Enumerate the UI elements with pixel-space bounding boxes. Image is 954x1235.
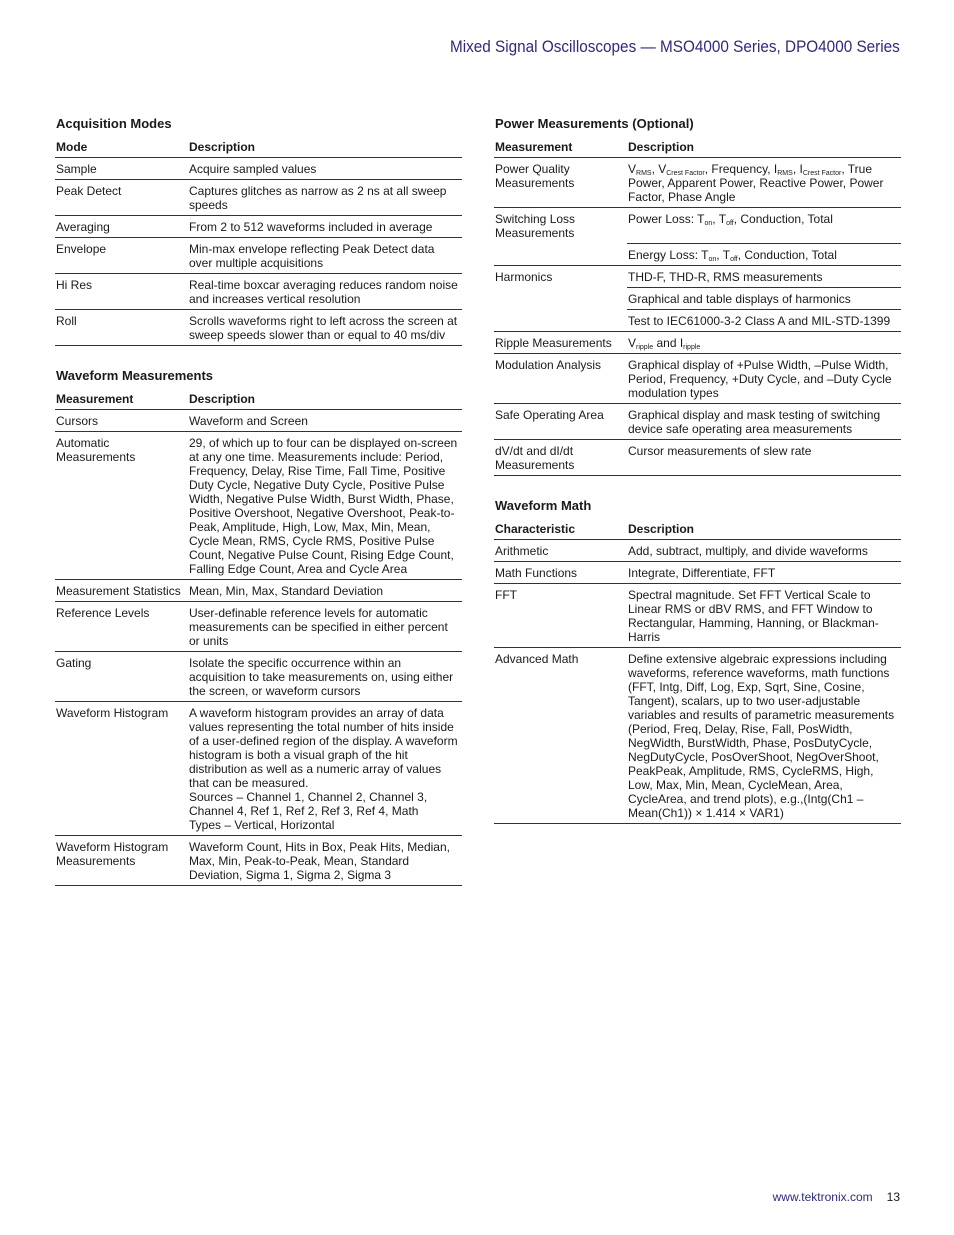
description-text: Graphical and table displays of harmonics [628, 291, 851, 306]
column-header-label: Mode [55, 136, 188, 158]
description-text: Energy Loss: T [628, 247, 709, 262]
subscript-text: on [704, 220, 713, 227]
description-text: Isolate the specific occurrence within an acquisition to take measurements on, using either the screen, or waveform cursors [189, 656, 454, 698]
column-header-label: Measurement [494, 136, 627, 158]
table-row [494, 331, 901, 353]
column-header-description: Description [188, 388, 462, 410]
section-power-measurements-optional [494, 116, 901, 476]
row-description [188, 274, 462, 310]
row-label [494, 287, 627, 309]
section-title: Waveform Measurements [56, 368, 214, 383]
section-title: Waveform Math [495, 497, 592, 513]
table-row [55, 216, 462, 238]
column-header-description: Description [188, 136, 462, 158]
table-row [55, 238, 462, 274]
power-measurements-optional-table [494, 136, 901, 476]
row-label: Sample [56, 162, 97, 176]
table-row [55, 652, 462, 702]
table-header-row [494, 518, 901, 540]
row-description [188, 410, 462, 432]
section-acquisition-modes [55, 116, 462, 346]
row-description [627, 331, 901, 353]
column-header-label: Measurement [55, 388, 188, 410]
table-row [55, 836, 462, 886]
row-label: Averaging [55, 216, 188, 238]
table-row [494, 583, 901, 647]
description-text: , I [792, 162, 803, 176]
section-title: Power Measurements (Optional) [495, 116, 694, 131]
description-text: THD-F, THD-R, RMS measurements [628, 269, 823, 284]
subscript-text: off [726, 220, 734, 227]
table-row [494, 265, 901, 287]
row-description [627, 353, 901, 403]
subscript-text: ripple [683, 343, 701, 351]
description-text: Scrolls waveforms right to left across the screen at sweep speeds slower than or equal to 40 ms/div [189, 314, 458, 342]
description-text: , True Power, Apparent Power, Reactive Power, Power Factor, Phase Angle [628, 162, 884, 204]
row-label: Gating [55, 652, 188, 702]
table-row [55, 702, 462, 836]
table-row [494, 647, 901, 823]
row-label: Roll [55, 310, 188, 346]
row-label: Waveform Histogram [55, 702, 188, 836]
row-label: Ripple Measurements [494, 331, 627, 353]
row-description [188, 580, 462, 602]
column-header-description: Description [627, 518, 901, 540]
row-label: Safe Operating Area [494, 403, 627, 439]
row-description [627, 403, 901, 439]
row-description [627, 287, 901, 309]
description-text: Spectral magnitude. Set FFT Vertical Scale to Linear RMS or dBV RMS, and FFT Window to Rectangular, Hamming, Hanning, or Blackman-Harris [628, 587, 879, 644]
page-header-title: Mixed Signal Oscilloscopes — MSO4000 Series, DPO4000 Series [450, 37, 900, 56]
row-label: Cursors [56, 414, 99, 428]
description-text: V [628, 335, 637, 350]
row-description [627, 158, 901, 208]
description-text: Integrate, Differentiate, FFT [628, 565, 776, 580]
description-text: Define extensive algebraic expressions including waveforms, reference waveforms, math functions (FFT, Intg, Diff, Log, Exp, Sqrt, Sine, Cosine, Tangent), scalars, up to two user-adjustable variables and results of parametric measurements (Period, Freq, Delay, Rise, Fall, PosWidth, NegWidth, BurstWidth, Phase, PosDutyCycle, NegDutyCycle, PosOverShoot, NegOverShoot, PeakPeak, Amplitude, RMS, CycleRMS, High, Low, Max, Min, Mean, CycleMean, Area, CycleArea, and trend plots), e.g.,(Intg(Ch1 – Mean(Ch1)) × 1.414 × VAR1) [628, 651, 895, 820]
row-label: Reference Levels [55, 602, 188, 652]
table-row [494, 243, 901, 265]
row-label: Measurement Statistics [55, 580, 188, 602]
table-row [494, 208, 901, 244]
description-text: , Conduction, Total [737, 247, 837, 262]
table-row [55, 180, 462, 216]
row-label: Hi Res [55, 274, 188, 310]
row-label: Switching Loss Measurements [494, 208, 627, 244]
description-text: , T [716, 247, 731, 262]
right-column [494, 116, 901, 846]
row-description [627, 243, 901, 265]
row-description [188, 180, 462, 216]
table-row [494, 403, 901, 439]
description-text: Cursor measurements of slew rate [628, 443, 812, 458]
row-description [188, 702, 462, 836]
description-text: Test to IEC61000-3-2 Class A and MIL-STD-1399 [628, 313, 891, 328]
subscript-text: RMS [777, 170, 793, 177]
table-header-row [55, 136, 462, 158]
footer-page-number: 13 [886, 1190, 900, 1204]
row-label: dV/dt and dI/dt Measurements [494, 439, 627, 475]
row-description [627, 539, 901, 561]
row-label: Advanced Math [494, 647, 627, 823]
row-label: Envelope [55, 238, 188, 274]
footer-website-link[interactable]: www.tektronix.com [772, 1190, 873, 1204]
table-row [494, 353, 901, 403]
row-description [188, 652, 462, 702]
subscript-text: off [730, 255, 738, 263]
row-label [494, 243, 627, 265]
row-description [188, 602, 462, 652]
table-row [55, 580, 462, 602]
description-text: , T [712, 212, 727, 226]
description-text: , Frequency, I [704, 162, 778, 176]
row-description [188, 216, 462, 238]
description-text: Types – Vertical, Horizontal [189, 818, 335, 832]
row-description [188, 238, 462, 274]
table-row [55, 602, 462, 652]
description-text: 29, of which up to four can be displayed on-screen at any one time. Measurements include: Period, Frequency, Delay, Rise Time, Fall Time, Positive Duty Cycle, Negative Duty Cycle, Positive Pulse Width, Negative Pulse Width, Burst Width, Phase, Positive Overshoot, Negative Overshoot, Peak-to-Peak, Amplitude, High, Low, Max, Min, Mean, Cycle Mean, RMS, Cycle RMS, Positive Pulse Count, Negative Pulse Count, Rising Edge Count, Falling Edge Count, Area and Cycle Area [189, 436, 458, 576]
subscript-text: Crest Factor [802, 170, 842, 177]
description-text: Captures glitches as narrow as 2 ns at all sweep speeds [189, 184, 447, 212]
table-row [494, 309, 901, 331]
description-text: Graphical display of +Pulse Width, –Pulse Width, Period, Frequency, +Duty Cycle, and –Duty Cycle modulation types [628, 357, 892, 400]
row-label: Waveform Histogram Measurements [55, 836, 188, 886]
section-waveform-math [494, 498, 901, 824]
column-header-description: Description [627, 136, 901, 158]
row-label: Power Quality Measurements [495, 162, 575, 190]
subscript-text: on [708, 255, 717, 263]
description-text: and I [653, 335, 684, 350]
description-text: Waveform and Screen [189, 414, 308, 428]
row-label: Automatic Measurements [55, 432, 188, 580]
row-description [188, 432, 462, 580]
row-label: Harmonics [494, 265, 627, 287]
description-text: Mean, Min, Max, Standard Deviation [189, 584, 384, 598]
description-text: Acquire sampled values [189, 162, 317, 176]
description-text: Real-time boxcar averaging reduces random noise and increases vertical resolution [189, 278, 458, 306]
table-row [55, 274, 462, 310]
row-label [494, 309, 627, 331]
description-text: From 2 to 512 waveforms included in average [189, 220, 433, 234]
table-header-row [494, 136, 901, 158]
row-description [188, 836, 462, 886]
subscript-text: ripple [636, 343, 654, 351]
description-text: V [628, 162, 637, 176]
row-label: Peak Detect [55, 180, 188, 216]
table-row [494, 439, 901, 475]
row-description [627, 208, 901, 244]
subscript-text: Crest Factor [666, 170, 705, 177]
description-text: Graphical display and mask testing of switching device safe operating area measurements [628, 407, 881, 436]
section-waveform-measurements [55, 368, 462, 886]
table-row [55, 310, 462, 346]
row-description [627, 439, 901, 475]
description-text: Power Loss: T [628, 212, 705, 226]
row-description [627, 647, 901, 823]
subscript-text: RMS [636, 170, 652, 177]
row-description [627, 561, 901, 583]
row-description [627, 583, 901, 647]
row-label: Arithmetic [495, 543, 549, 558]
acquisition-modes-table [55, 136, 462, 346]
table-row [55, 410, 462, 432]
row-label: Modulation Analysis [494, 353, 627, 403]
description-text: , V [651, 162, 667, 176]
waveform-math-table [494, 518, 901, 824]
section-title: Acquisition Modes [56, 116, 172, 131]
row-description [627, 309, 901, 331]
row-description [188, 310, 462, 346]
description-text: Min-max envelope reflecting Peak Detect data over multiple acquisitions [189, 242, 435, 270]
description-text: , Conduction, Total [733, 212, 833, 226]
page-footer [773, 1190, 900, 1204]
row-description [188, 158, 462, 180]
description-text: Add, subtract, multiply, and divide waveforms [628, 543, 868, 558]
table-row [55, 158, 462, 180]
column-header-label: Characteristic [494, 518, 627, 540]
left-column [55, 116, 462, 908]
row-description [627, 265, 901, 287]
table-row [494, 287, 901, 309]
description-text: Waveform Count, Hits in Box, Peak Hits, Median, Max, Min, Peak-to-Peak, Mean, Standard Deviation, Sigma 1, Sigma 2, Sigma 3 [189, 840, 450, 882]
table-row [55, 432, 462, 580]
table-row [494, 539, 901, 561]
waveform-measurements-table [55, 388, 462, 886]
row-label: Math Functions [494, 561, 627, 583]
table-row [494, 158, 901, 208]
table-header-row [55, 388, 462, 410]
description-text: A waveform histogram provides an array of data values representing the total number of hits inside of a user-defined region of the display. A waveform histogram is both a visual graph of the hit distribution as well as a numeric array of values that can be measured. [189, 706, 458, 790]
row-label: FFT [494, 583, 627, 647]
description-text: User-definable reference levels for automatic measurements can be specified in either percent or units [189, 606, 448, 648]
table-row [494, 561, 901, 583]
description-text: Sources – Channel 1, Channel 2, Channel 3, Channel 4, Ref 1, Ref 2, Ref 3, Ref 4, Math [189, 790, 428, 818]
